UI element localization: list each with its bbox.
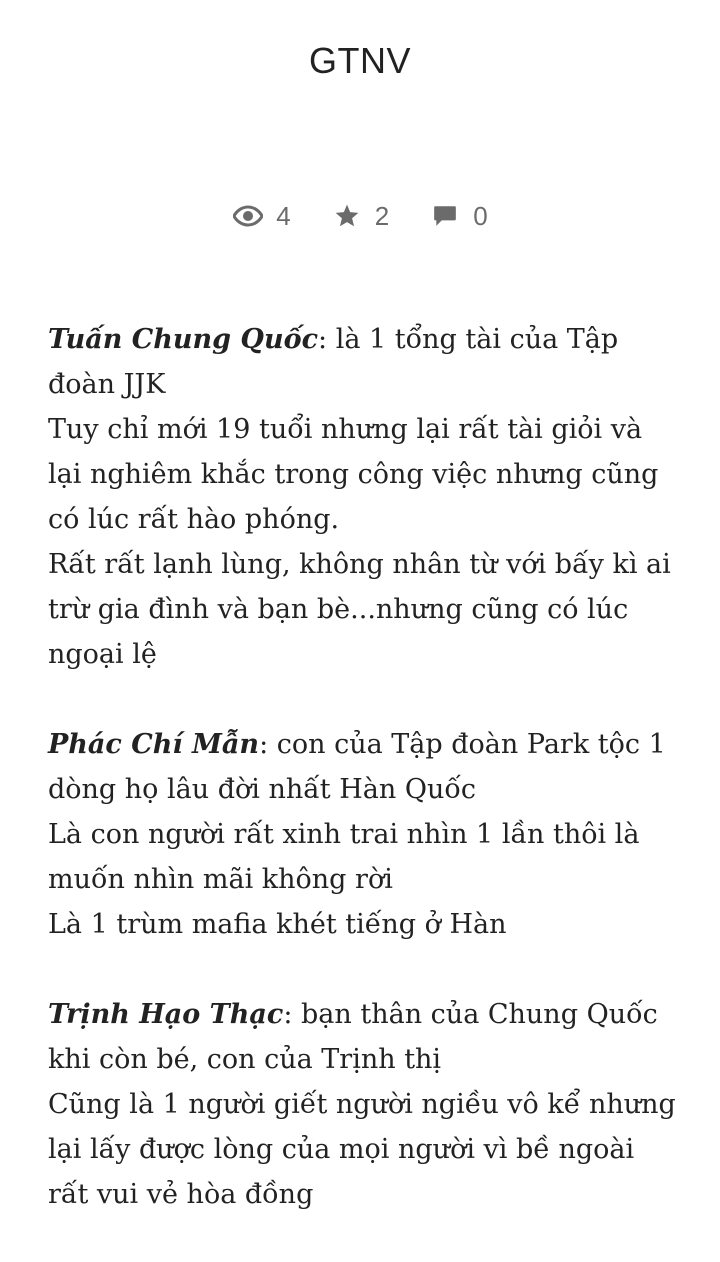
story-header xyxy=(0,40,720,82)
views-count: 4 xyxy=(276,200,291,231)
paragraph-line: Tuy chỉ mới 19 tuổi nhưng lại rất tài giỏi và xyxy=(48,414,643,445)
page-title: GTNV xyxy=(308,40,411,81)
views-stat xyxy=(232,200,290,232)
story-stats xyxy=(0,200,720,232)
character-paragraph xyxy=(48,722,672,947)
paragraph-line: lại lấy được lòng của mọi người vì bề ngoài xyxy=(48,1134,635,1165)
paragraph-line: ngoại lệ xyxy=(48,639,157,670)
story-content xyxy=(48,317,676,1262)
paragraph-line: đoàn JJK xyxy=(48,369,166,400)
votes-stat xyxy=(331,200,389,232)
paragraph-first-line xyxy=(48,992,672,1037)
paragraph-line: khi còn bé, con của Trịnh thị xyxy=(48,1044,442,1075)
character-intro: : bạn thân của Chung Quốc xyxy=(283,999,658,1030)
paragraph-line: muốn nhìn mãi không rời xyxy=(48,864,393,895)
comment-icon xyxy=(429,200,461,232)
paragraph-first-line xyxy=(48,317,672,362)
star-icon xyxy=(331,200,363,232)
votes-count: 2 xyxy=(374,200,390,231)
character-name: Trịnh Hạo Thạc xyxy=(48,999,284,1030)
paragraph-line: Rất rất lạnh lùng, không nhân từ với bấy kì ai xyxy=(48,549,671,580)
paragraph-line: trừ gia đình và bạn bè...nhưng cũng có lúc xyxy=(48,594,629,625)
paragraph-line: lại nghiêm khắc trong công việc nhưng cũng xyxy=(48,459,659,490)
paragraph-line: có lúc rất hào phóng. xyxy=(48,504,340,535)
character-intro: : con của Tập đoàn Park tộc 1 xyxy=(259,729,666,760)
paragraph-line: rất vui vẻ hòa đồng xyxy=(48,1179,314,1210)
character-name: Phác Chí Mẫn xyxy=(48,729,260,760)
paragraph-line: Là 1 trùm mafia khét tiếng ở Hàn xyxy=(48,909,507,940)
comments-count: 0 xyxy=(473,200,488,231)
character-paragraph xyxy=(48,317,672,677)
comments-stat xyxy=(429,200,487,232)
character-paragraph xyxy=(48,992,676,1217)
paragraph-line: Cũng là 1 người giết người ngiều vô kể nhưng xyxy=(48,1089,676,1120)
paragraph-line: dòng họ lâu đời nhất Hàn Quốc xyxy=(48,774,477,805)
character-name: Tuấn Chung Quốc xyxy=(48,324,319,355)
character-intro: : là 1 tổng tài của Tập xyxy=(318,324,619,355)
eye-icon xyxy=(232,200,264,232)
paragraph-line: Là con người rất xinh trai nhìn 1 lần thôi là xyxy=(48,819,640,850)
paragraph-first-line xyxy=(48,722,672,767)
